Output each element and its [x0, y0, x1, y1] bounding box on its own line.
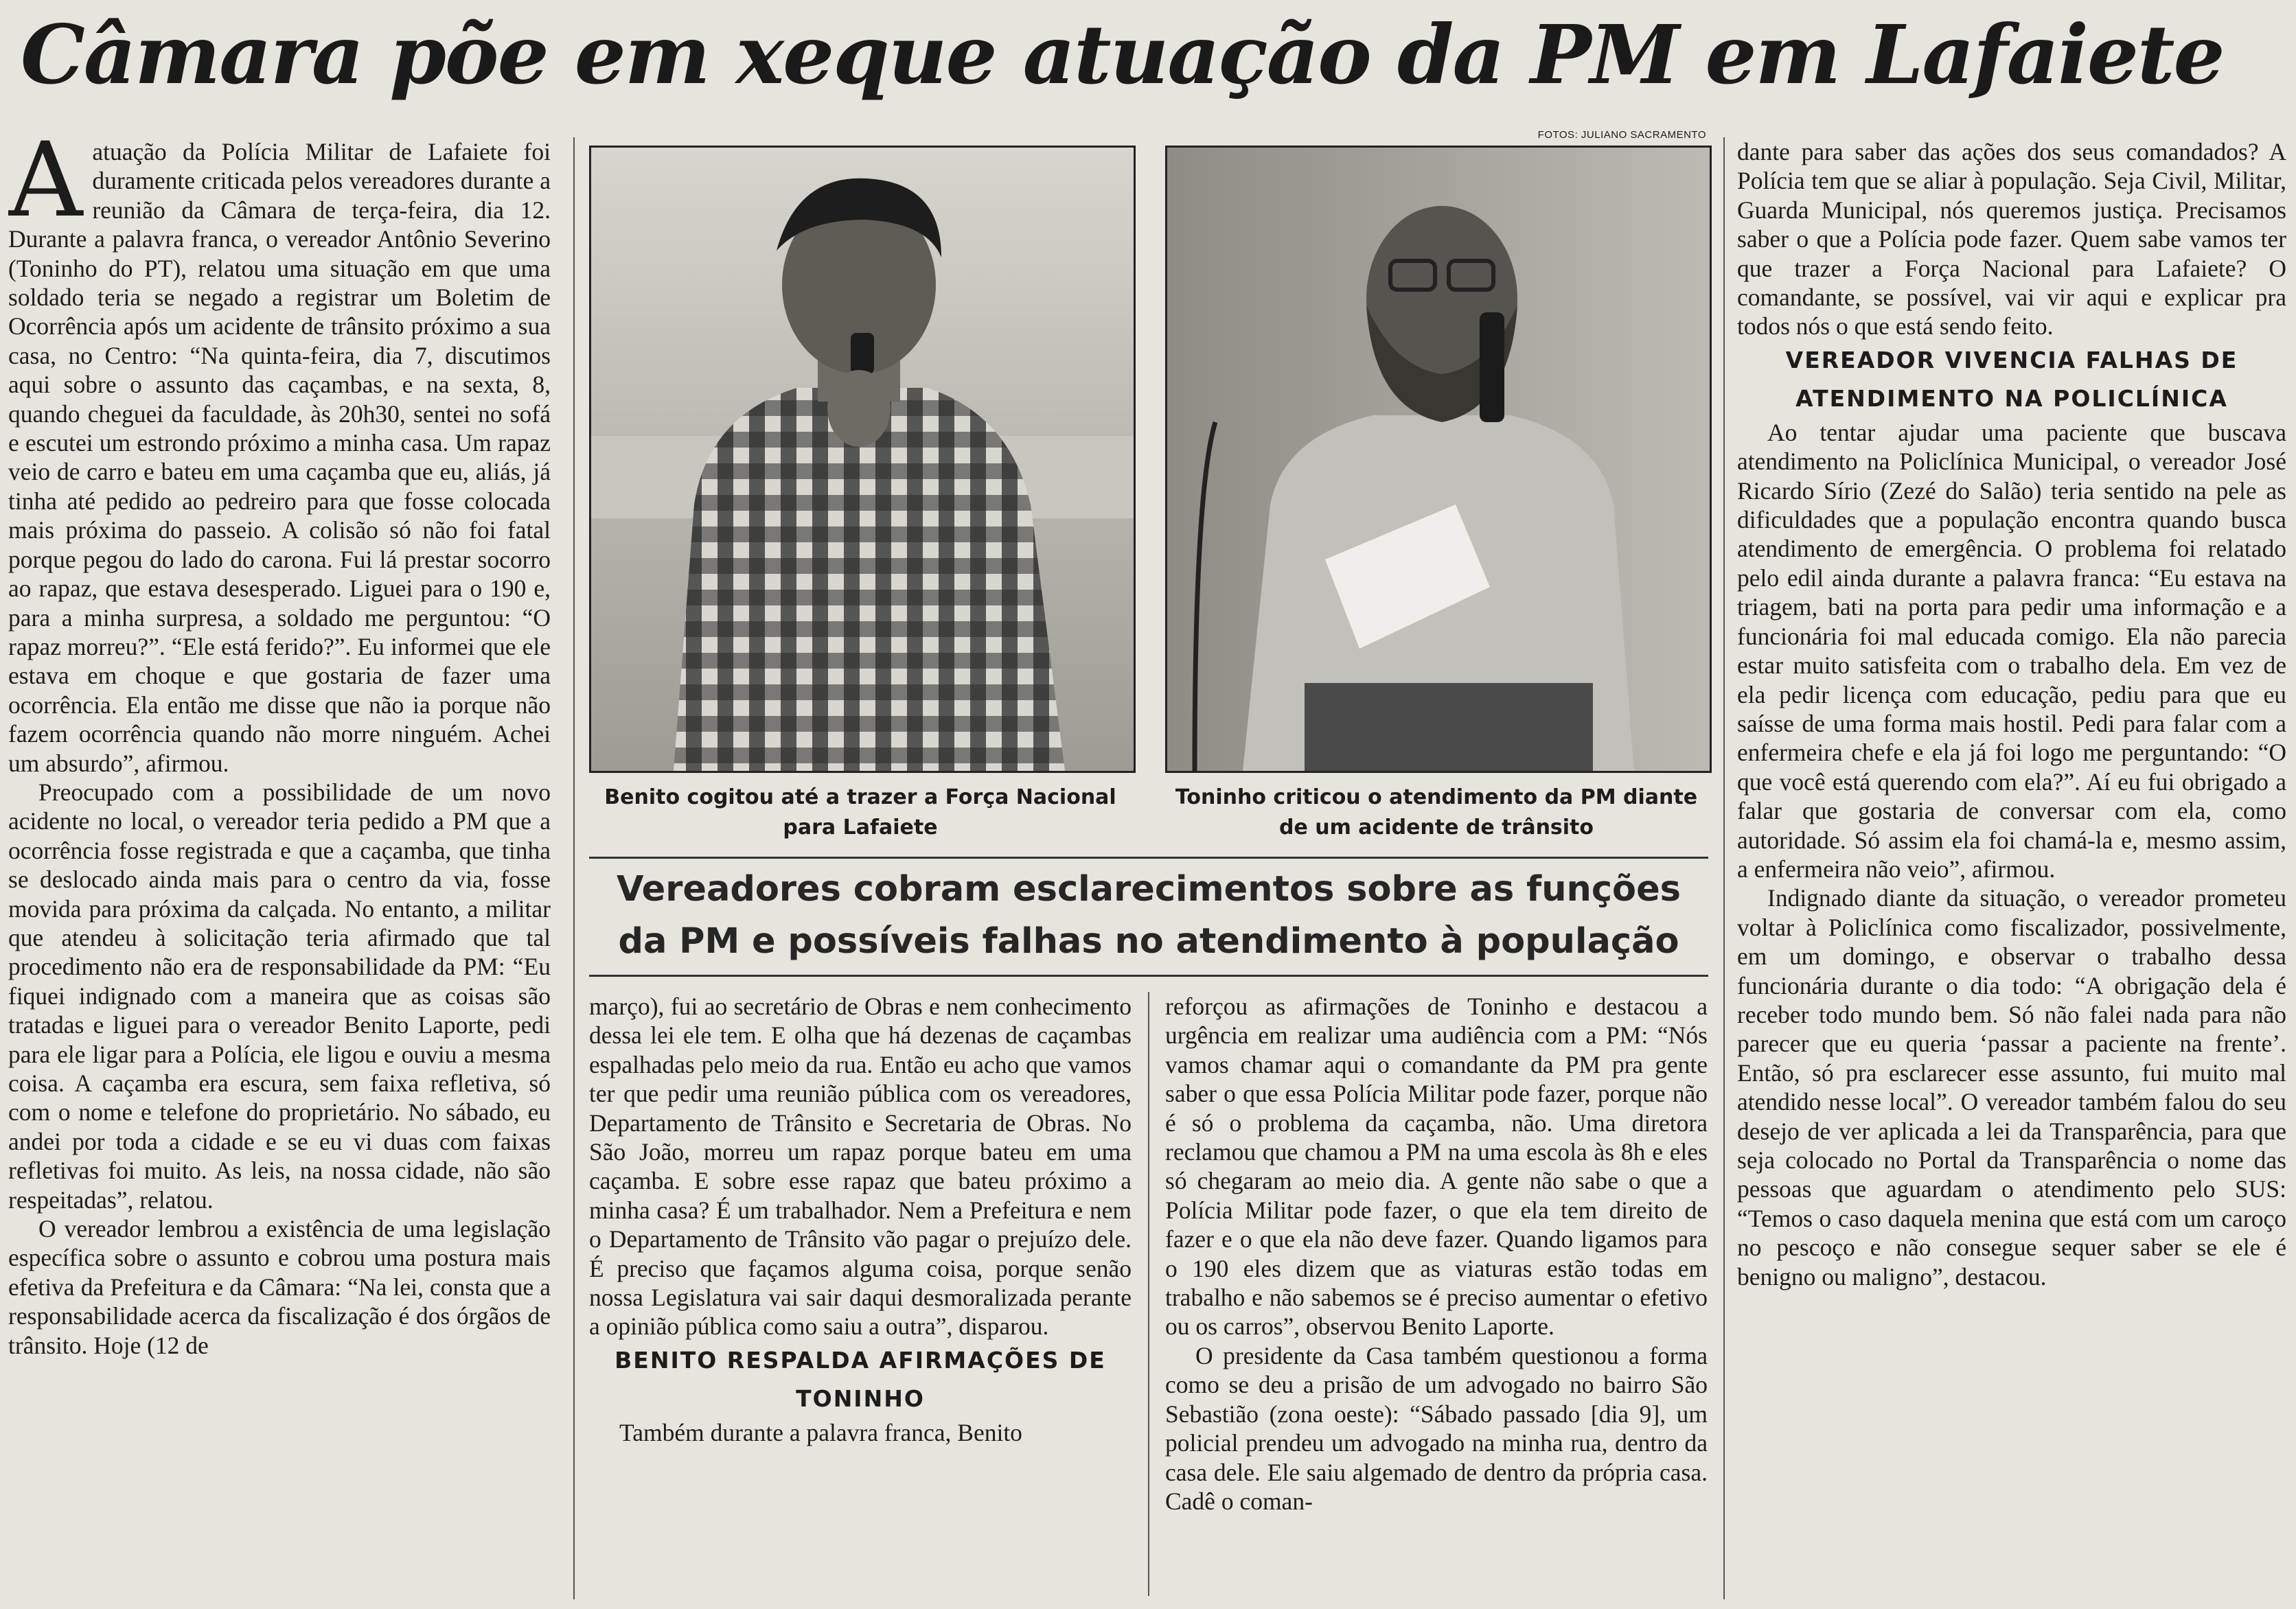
article-column-3 — [1165, 992, 1708, 1603]
paragraph: O presidente da Casa também questionou a forma como se deu a prisão de um advogado no bairro São Sebastião (zona oeste): “Sábado passado [dia 9], um policial prendeu um advogado na minha rua, dentro da casa dele. Ele saiu algemado de dentro da própria casa. Cadê o coman- — [1165, 1341, 1708, 1515]
paragraph: dante para saber das ações dos seus comandados? A Polícia tem que se aliar à população. Seja Civil, Militar, Guarda Municipal, nós queremos justiça. Precisamos saber o que a Polícia pode fazer. Quem sabe vamos ter que trazer a Força Nacional para Lafaiete? O comandante, se possível, vai vir aqui e explicar pra todos nós o que está sendo feito. — [1737, 138, 2286, 340]
photo-benito — [589, 146, 1136, 773]
paragraph: reforçou as afirmações de Toninho e destacou a urgência em realizar uma audiência com a PM: “Nós vamos chamar aqui o comandante da PM pra gente saber o que essa Polícia Militar pode fazer, porque não é só o problema da caçamba, não. Uma diretora reclamou que chamou a PM na uma escola às 8h e eles só chegaram ao meio dia. A gente não sabe o que a Polícia Militar pode fazer, o que ela tem direito de fazer e o que ela não deve fazer. Quando ligamos para o 190 eles dizem que as viaturas estão todas em trabalho e não sabemos se é preciso aumentar o efetivo ou os carros”, observou Benito Laporte. — [1165, 993, 1708, 1341]
photo-benito-image — [591, 148, 1134, 771]
photo-caption-benito: Benito cogitou até a trazer a Força Nacional para Lafaiete — [604, 785, 1116, 840]
column-divider — [1723, 137, 1725, 1599]
paragraph: Ao tentar ajudar uma paciente que buscava atendimento na Policlínica Municipal, o vereador José Ricardo Sírio (Zezé do Salão) teria sentido na pele as dificuldades que a população encontra quando busca atendimento de emergência. O problema foi relatado pelo edil ainda durante a palavra franca: “Eu estava na triagem, bati na porta para pedir uma informação e a funcionária foi mal educada comigo. Ela não parecia estar muito satisfeita com o trabalho dela. Em vez de ela pedir licença com educação, pediu para que eu saísse de uma forma mais hostil. Pedi para falar com a enfermeira chefe e ela já foi logo me perguntando: “O que você está querendo com ela?”. Aí eu fui obrigado a falar que gostaria de conversar com ela, como autoridade. Só assim ela foi chamá-la e, mesmo assim, a enfermeira não veio”, afirmou. — [1737, 418, 2286, 883]
paragraph: O vereador lembrou a existência de uma legislação específica sobre o assunto e cobrou uma postura mais efetiva da Prefeitura e da Câmara: “Na lei, consta que a responsabilidade acerca da fiscalização é dos órgãos de trânsito. Hoje (12 de — [8, 1215, 551, 1359]
article-column-2 — [589, 992, 1132, 1603]
headline: Câmara põe em xeque atuação da PM em Lafaiete — [21, 7, 2224, 102]
paragraph — [8, 137, 551, 778]
section-heading: BENITO RESPALDA AFIRMAÇÕES DE TONINHO — [615, 1346, 1106, 1412]
paragraph-text: atuação da Polícia Militar de Lafaiete foi duramente criticada pelos vereadores durante a reunião da Câmara de terça-feira, dia 12. Durante a palavra franca, o vereador Antônio Severino (Toninho do PT), relatou uma situação em que uma soldado teria se negado a registrar um Boletim de Ocorrência após um acidente de trânsito próximo a sua casa, no Centro: “Na quinta-feira, dia 7, discutimos aqui sobre o assunto das caçambas, e na sexta, 8, quando cheguei da faculdade, às 20h30, sentei no sofá e escutei um estrondo próximo a minha casa. Um rapaz veio de carro e bateu em uma caçamba que eu, aliás, já tinha até pedido ao pedreiro para que fosse colocada mais próxima do passeio. A colisão só não foi fatal porque pegou do lado do carona. Fui lá prestar socorro ao rapaz, que estava desesperado. Liguei para o 190 e, para a minha surpresa, a soldado me perguntou: “O rapaz morreu?”. “Ele está ferido?”. Eu informei que ele estava em choque e que gostaria de fazer uma ocorrência. Ela então me disse que não ia porque não fazem ocorrência quando não morre ninguém. Achei um absurdo”, afirmou. — [8, 138, 551, 777]
paragraph: Preocupado com a possibilidade de um novo acidente no local, o vereador teria pedido a PM que a ocorrência fosse registrada e que a caçamba, que tinha se deslocado ainda mais para o centro da via, fosse movida para próxima da calçada. No entanto, a militar que atendeu à solicitação teria afirmado que tal procedimento não era de responsabilidade da PM: “Eu fiquei indignado com a maneira que as coisas são tratadas e liguei para o vereador Benito Laporte, pedi para ele ligar para a Polícia, ele ligou e ouviu a mesma coisa. A caçamba era escura, sem faixa refletiva, só com o nome e telefone do proprietário. No sábado, eu andei por toda a cidade e se eu vi duas com faixas refletivas foi muito. As leis, na nossa cidade, não são respeitadas”, relatou. — [8, 778, 551, 1214]
photo-credit: FOTOS: JULIANO SACRAMENTO — [1537, 129, 1706, 141]
paragraph: março), fui ao secretário de Obras e nem conhecimento dessa lei ele tem. E olha que há dezenas de caçambas espalhadas pelo meio da rua. Então eu acho que vamos ter que pedir uma reunião pública com os vereadores, Departamento de Trânsito e Secretaria de Obras. No São João, morreu um rapaz porque bateu em uma caçamba. E sobre esse rapaz que bateu próximo a minha casa? É um trabalhador. Nem a Prefeitura e nem o Departamento de Trânsito vão pagar o prejuízo dele. É preciso que façamos alguma coisa, porque senão nossa Legislatura vai sair daqui desmoralizada perante a opinião pública como saiu a outra”, disparou. — [589, 993, 1132, 1341]
photo-toninho-image — [1167, 148, 1710, 771]
column-divider — [1148, 992, 1149, 1596]
column-divider — [573, 137, 575, 1599]
photo-caption-toninho: Toninho criticou o atendimento da PM diante de um acidente de trânsito — [1175, 785, 1698, 840]
article-column-4 — [1737, 137, 2286, 1599]
paragraph: Também durante a palavra franca, Benito — [619, 1418, 1022, 1446]
subhead-rule-bottom — [589, 975, 1708, 977]
article-column-1 — [8, 137, 551, 1599]
section-heading: VEREADOR VIVENCIA FALHAS DE ATENDIMENTO NA POLICLÍNICA — [1785, 346, 2238, 412]
subheadline: Vereadores cobram esclarecimentos sobre as funções da PM e possíveis falhas no atendimento à população — [616, 869, 1681, 962]
drop-cap: A — [8, 137, 83, 240]
paragraph: Indignado diante da situação, o vereador prometeu voltar à Policlínica como fiscalizador, possivelmente, em um domingo, e observar o trabalho dessa funcionária durante o dia todo: “A obrigação dela é receber todo mundo bem. Só não falei nada para não parecer que eu queria ‘passar a paciente na frente’. Então, só pra esclarecer esse assunto, fui muito mal atendido nesse local”. O vereador também falou do seu desejo de ver aplicada a lei da Transparência, para que seja colocado no Portal da Transparência o nome das pessoas que aguardam o atendimento pelo SUS: “Temos o caso daquela menina que está com um caroço no pescoço e não consegue sequer saber se ele é benigno ou maligno”, destacou. — [1737, 884, 2286, 1290]
photo-toninho — [1165, 146, 1712, 773]
subhead-rule-top — [589, 857, 1708, 859]
